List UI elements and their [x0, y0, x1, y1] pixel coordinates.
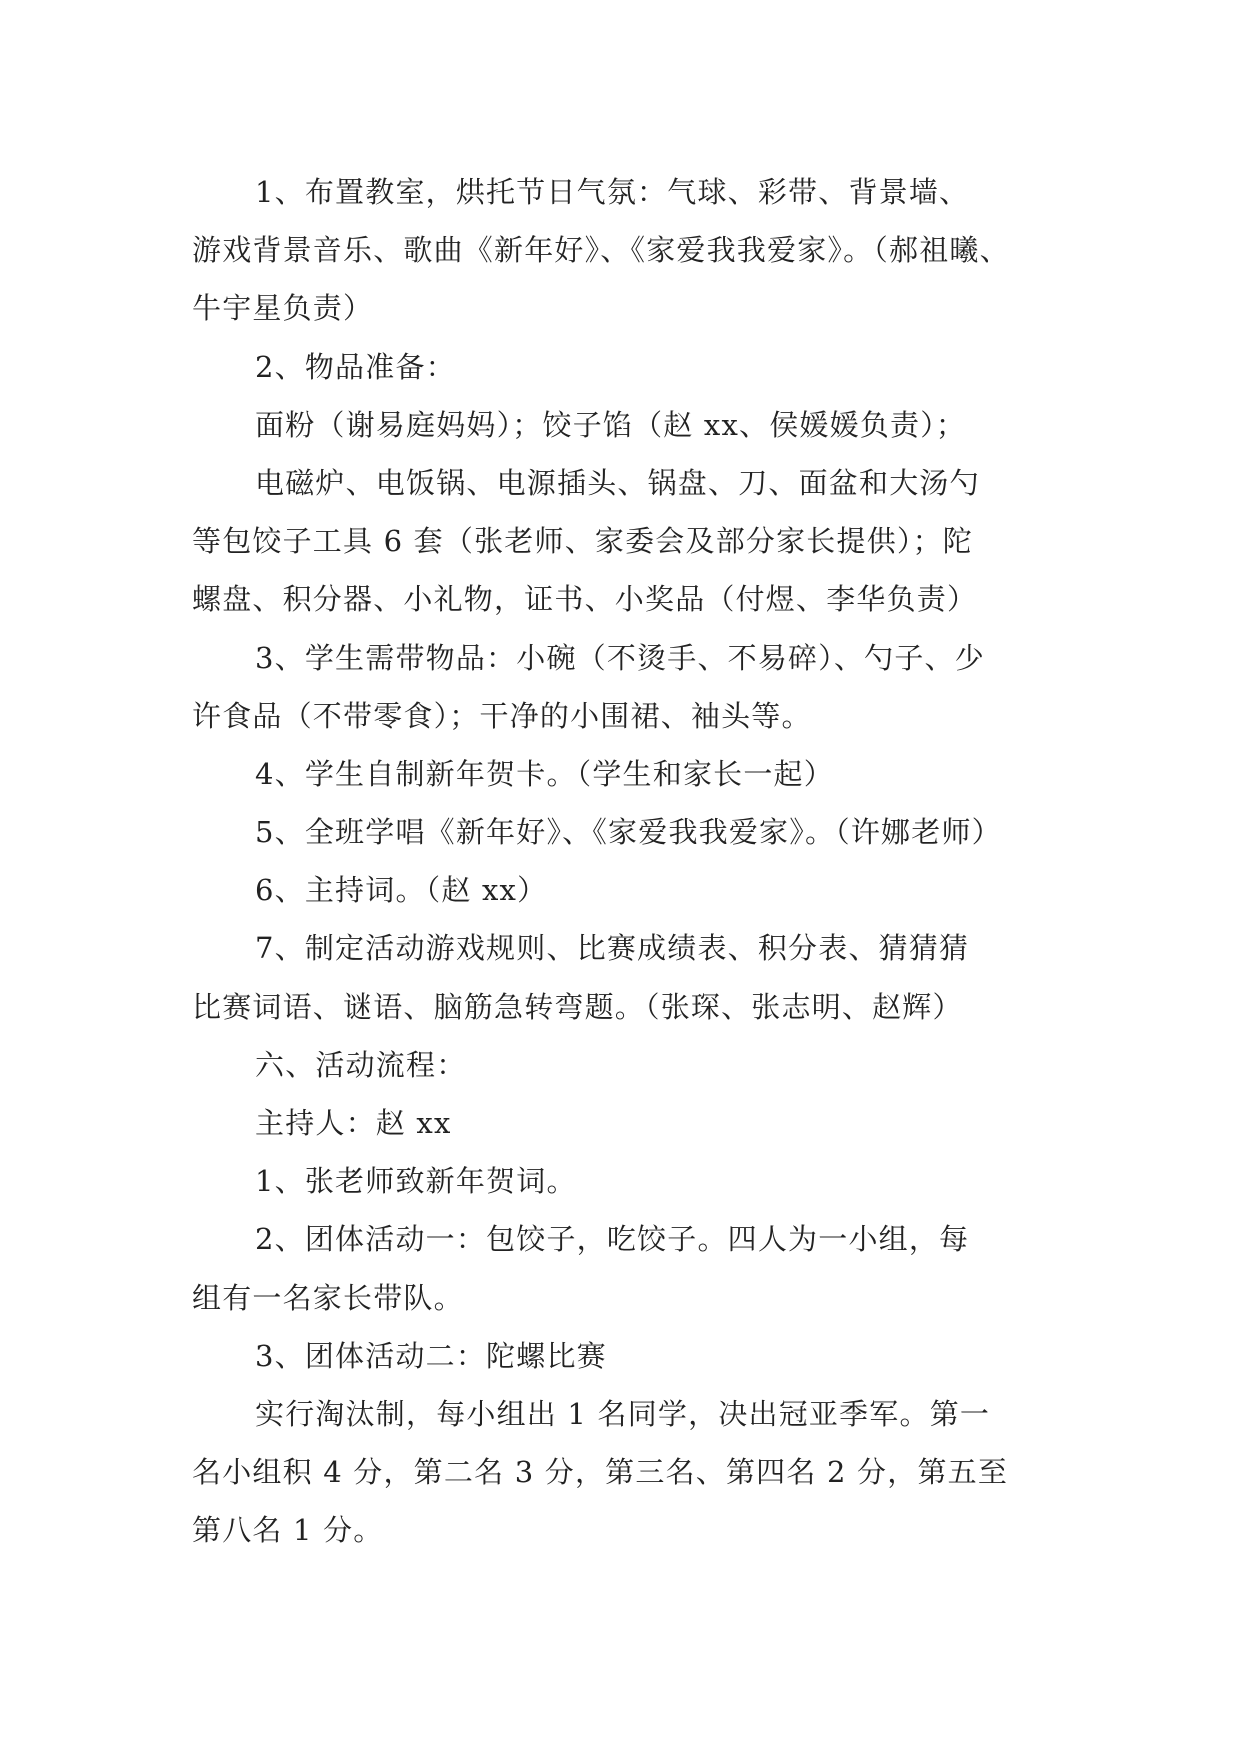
- text-line: 7、制定活动游戏规则、比赛成绩表、积分表、猜猜猜: [255, 931, 970, 966]
- text-line: 实行淘汰制，每小组出 1 名同学，决出冠亚季军。第一: [255, 1396, 991, 1431]
- text-line: 主持人：赵 xx: [255, 1106, 452, 1140]
- text-line: 2、物品准备：: [255, 349, 456, 384]
- text-line: 牛宇星负责）: [192, 291, 374, 326]
- text-line: 5、全班学唱《新年好》、《家爱我我爱家》。（许娜老师）: [255, 815, 1002, 850]
- text-line: 3、学生需带物品：小碗（不烫手、不易碎）、勺子、少: [255, 640, 985, 675]
- text-line: 组有一名家长带队。: [192, 1280, 464, 1315]
- text-line: 4、学生自制新年贺卡。（学生和家长一起）: [255, 756, 834, 791]
- text-line: 第八名 1 分。: [192, 1513, 384, 1548]
- text-line: 许食品（不带零食）；干净的小围裙、袖头等。: [192, 698, 812, 733]
- text-line: 6、主持词。（赵 xx）: [255, 873, 548, 908]
- text-line: 面粉（谢易庭妈妈）；饺子馅（赵 xx、侯媛媛负责）；: [255, 407, 967, 442]
- document-body: [192, 163, 1072, 1560]
- text-line: 3、团体活动二：陀螺比赛: [255, 1338, 607, 1373]
- text-line: 等包饺子工具 6 套（张老师、家委会及部分家长提供）；陀: [192, 524, 973, 559]
- text-line: 六、活动流程：: [255, 1047, 467, 1082]
- text-line: 螺盘、积分器、小礼物，证书、小奖品（付煜、李华负责）: [192, 582, 978, 617]
- text-line: 比赛词语、谜语、脑筋急转弯题。（张琛、张志明、赵辉）: [192, 989, 963, 1024]
- text-line: 1、张老师致新年贺词。: [255, 1164, 577, 1199]
- text-line: 电磁炉、电饭锅、电源插头、锅盘、刀、面盆和大汤勺: [255, 465, 980, 500]
- text-line: 名小组积 4 分，第二名 3 分，第三名、第四名 2 分，第五至: [192, 1455, 1009, 1490]
- text-line: 1、布置教室，烘托节日气氛：气球、彩带、背景墙、: [255, 175, 970, 209]
- text-line: 2、团体活动一：包饺子，吃饺子。四人为一小组，每: [255, 1222, 970, 1257]
- text-line: 游戏背景音乐、歌曲《新年好》、《家爱我我爱家》。（郝祖曦、: [192, 233, 1010, 268]
